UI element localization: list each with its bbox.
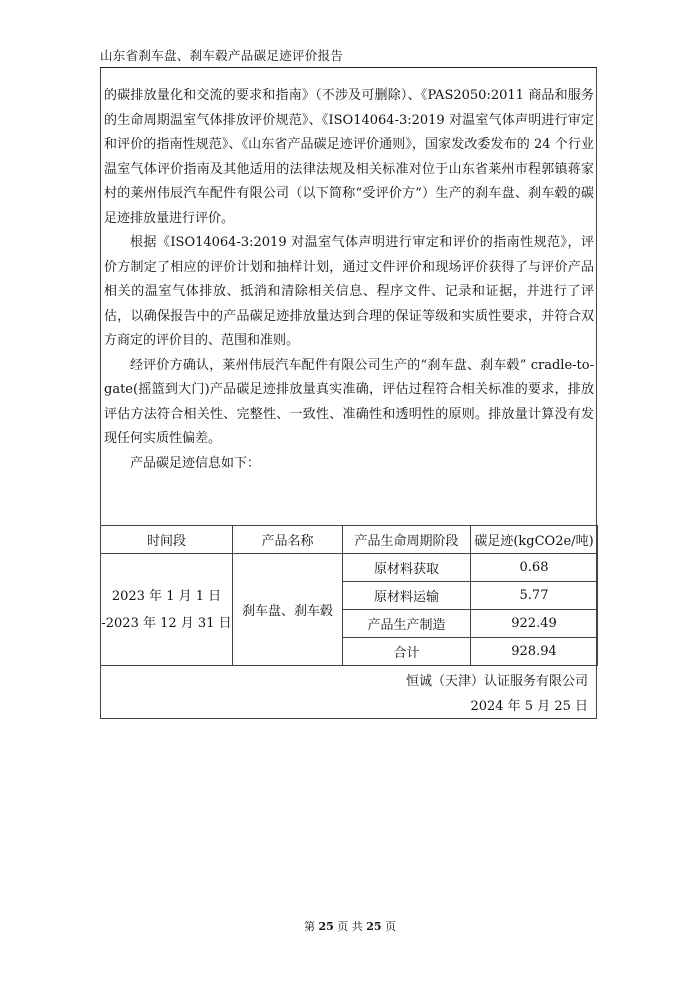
value-cell: 928.94 xyxy=(471,638,598,666)
stage-cell: 原材料获取 xyxy=(343,554,471,582)
table-header-row xyxy=(101,526,598,554)
stage-cell: 合计 xyxy=(343,638,471,666)
value-cell: 5.77 xyxy=(471,582,598,610)
footer-total-pages: 25 xyxy=(366,920,382,933)
stage-cell: 原材料运输 xyxy=(343,582,471,610)
page-header xyxy=(100,46,597,64)
signature-date: 2024 年 5 月 25 日 xyxy=(470,699,588,714)
header-title: 山东省刹车盘、刹车毂产品碳足迹评价报告 xyxy=(100,48,344,63)
paragraph-4: 产品碳足迹信息如下： xyxy=(130,455,261,471)
value-cell: 922.49 xyxy=(471,610,598,638)
footprint-table xyxy=(100,525,598,666)
footer-mid: 页 共 xyxy=(337,920,363,933)
header-footprint: 碳足迹(kgCO2e/吨) xyxy=(471,526,598,554)
paragraph-3: 经评价方确认，莱州伟辰汽车配件有限公司生产的“刹车盘、刹车毂” cradle-to-gate(摇篮到大门)产品碳足迹排放量真实准确，评估过程符合相关标准的要求，排放评估方法符合相关性、完整性、一致性、准确性和透明性的原则。排放量计算没有发现任何实质性偏差。 xyxy=(104,357,594,446)
signature-company: 恒诚（天津）认证服务有限公司 xyxy=(405,674,588,689)
footer-page-number: 25 xyxy=(318,920,334,933)
period-end: -2023 年 12 月 31 日 xyxy=(101,615,232,631)
period-start: 2023 年 1 月 1 日 xyxy=(111,588,222,604)
header-product: 产品名称 xyxy=(233,526,343,554)
period-cell xyxy=(101,554,233,666)
header-period: 时间段 xyxy=(101,526,233,554)
header-stage: 产品生命周期阶段 xyxy=(343,526,471,554)
paragraph-2: 根据《ISO14064-3:2019 对温室气体声明进行审定和评价的指南性规范》，评价方制定了相应的评价计划和抽样计划，通过文件评价和现场评价获得了与评价产品相关的温室气体排放、抵消和清除相关信息、程序文件、记录和证据，并进行了评估，以确保报告中的产品碳足迹排放量达到合理的保证等级和实质性要求，并符合双方商定的评价目的、范围和准则。 xyxy=(104,235,594,348)
paragraph-1: 的碳排放量化和交流的要求和指南》（不涉及可删除）、《PAS2050:2011 商品和服务的生命周期温室气体排放评价规范》、《ISO14064-3:2019 对温室气体声明进行审定和评价的指南性规范》、《山东省产品碳足迹评价通则》，国家发改委发布的 24 个行业温室气体评价指南及其他适用的法律法规及相关标准对位于山东省莱州市程郭镇蒋家村的莱州伟辰汽车配件有限公司（以下简称“受评价方”）生产的刹车盘、刹车毂的碳足迹排放量进行评价。 xyxy=(104,88,594,226)
product-cell: 刹车盘、刹车毂 xyxy=(233,554,343,666)
stage-cell: 产品生产制造 xyxy=(343,610,471,638)
footer-suffix: 页 xyxy=(385,920,397,933)
body-text xyxy=(104,84,594,476)
footer-prefix: 第 xyxy=(303,920,315,933)
table-row xyxy=(101,554,598,582)
value-cell: 0.68 xyxy=(471,554,598,582)
page-footer xyxy=(0,918,700,934)
